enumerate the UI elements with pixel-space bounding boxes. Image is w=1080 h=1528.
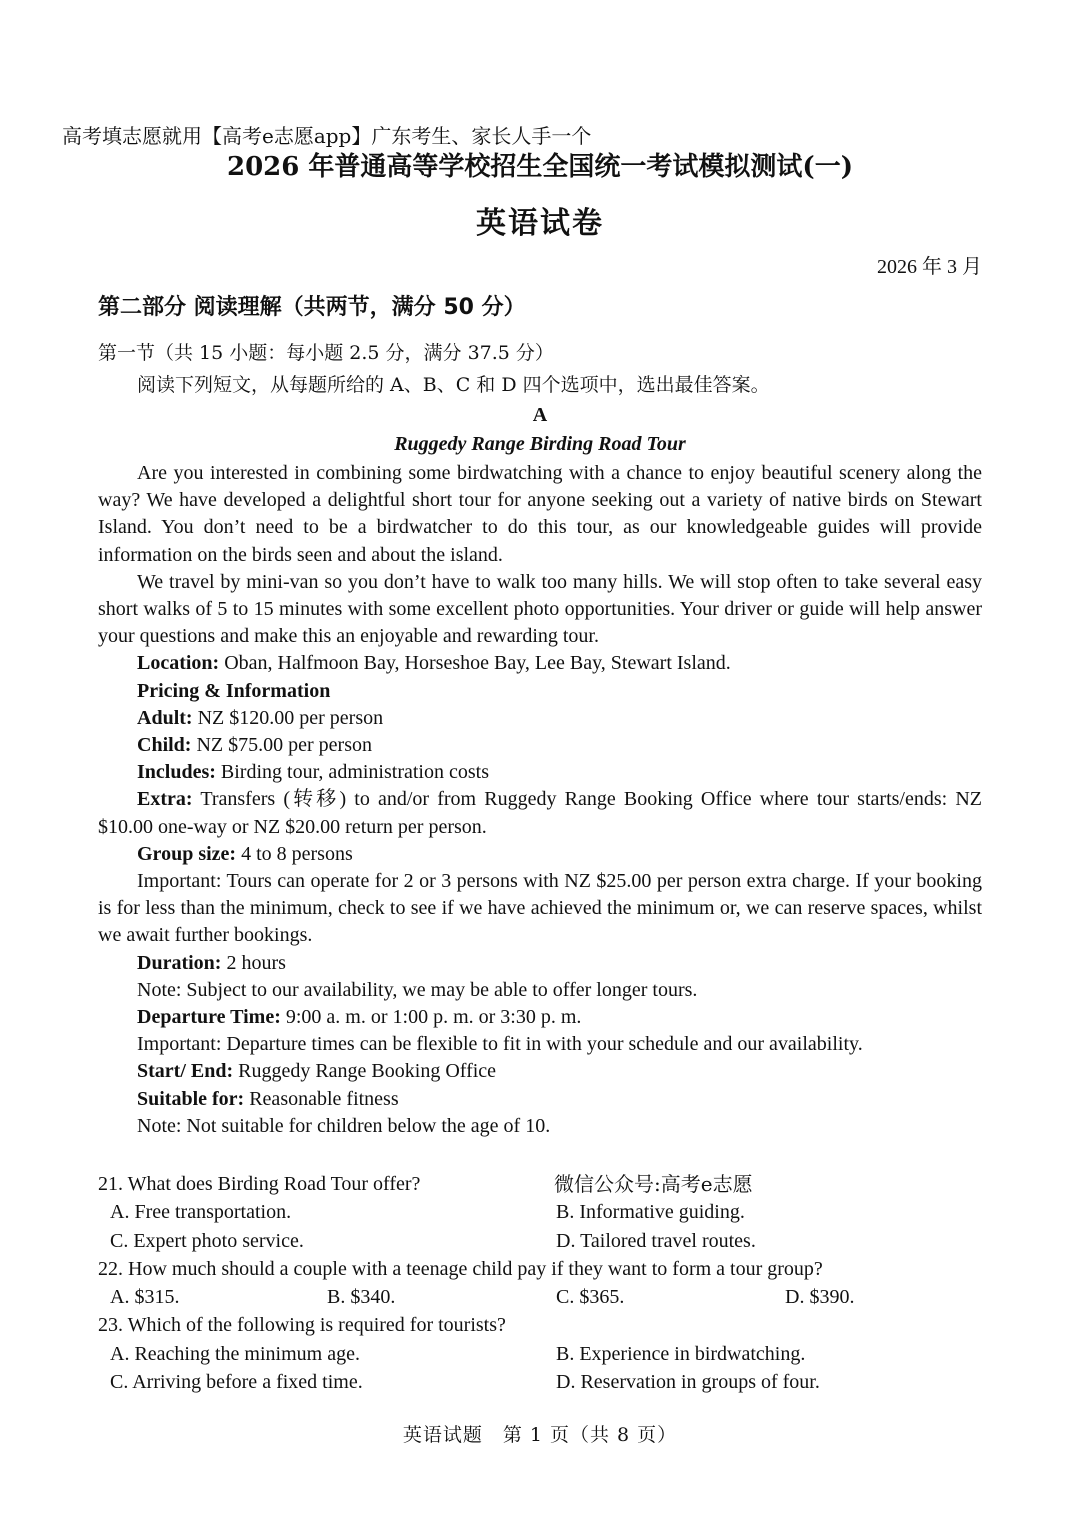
question-21-options-row-1 — [98, 1198, 982, 1226]
page-footer: 英语试题 第 1 页（共 8 页） — [402, 1424, 678, 1446]
location-value: Oban, Halfmoon Bay, Horseshoe Bay, Lee Bay, Stewart Island. — [219, 652, 731, 675]
instruction-text: 阅读下列短文，从每题所给的 A、B、C 和 D 四个选项中，选出最佳答案。 — [137, 374, 770, 396]
start-end-value: Ruggedy Range Booking Office — [233, 1060, 497, 1083]
question-22 — [98, 1255, 982, 1283]
departure-label: Departure Time: — [137, 1006, 281, 1029]
includes-value: Birding tour, administration costs — [215, 761, 489, 784]
duration-value: 2 hours — [221, 951, 286, 974]
pricing-heading-text: Pricing & Information — [137, 679, 331, 702]
includes-line — [98, 759, 982, 786]
part-heading: 第二部分 阅读理解（共两节，满分 50 分） — [98, 295, 526, 320]
option-a[interactable]: A. Reaching the minimum age. — [110, 1342, 360, 1365]
suitable-label: Suitable for: — [137, 1087, 245, 1110]
option-a[interactable]: A. $315. — [110, 1286, 180, 1309]
important-note-1: Important: Tours can operate for 2 or 3 persons with NZ $25.00 per person extra charge. If your booking is for less than the minimum, check to see if we have achieved the minimum or, we can reserve spaces, whilst we await further bookings. — [98, 870, 982, 947]
watermark-text: 高考填志愿就用【高考e志愿app】广东考生、家长人手一个 — [62, 124, 592, 148]
question-stem: 21. What does Birding Road Tour offer? — [98, 1173, 421, 1195]
question-23-options-row-2 — [98, 1368, 982, 1396]
section-heading: 第一节（共 15 小题：每小题 2.5 分，满分 37.5 分） — [98, 342, 554, 364]
wechat-watermark: 微信公众号:高考e志愿 — [554, 1172, 753, 1196]
passage-title: Ruggedy Range Birding Road Tour — [394, 433, 686, 455]
option-d[interactable]: D. Tailored travel routes. — [556, 1229, 756, 1252]
question-23 — [98, 1311, 982, 1339]
extra-line — [98, 786, 982, 840]
adult-label: Adult: — [137, 706, 193, 729]
option-b[interactable]: B. Informative guiding. — [556, 1201, 745, 1224]
group-size-label: Group size: — [137, 842, 237, 865]
option-b[interactable]: B. Experience in birdwatching. — [556, 1342, 806, 1365]
suitable-line — [98, 1086, 982, 1113]
important-note-2: Important: Departure times can be flexible to fit in with your schedule and our availability. — [137, 1033, 863, 1056]
extra-value: Transfers (转移) to and/or from Ruggedy Range Booking Office where tour starts/ends: NZ $10.00 one-way or NZ $20.00 return per person. — [98, 788, 982, 838]
note-2: Note: Not suitable for children below the age of 10. — [137, 1114, 551, 1137]
question-21 — [98, 1170, 982, 1198]
start-end-line — [98, 1058, 982, 1085]
passage-paragraph-1: Are you interested in combining some birdwatching with a chance to enjoy beautiful scenery along the way? We have developed a delightful short tour for anyone seeking out a variety of native birds on Stewart Island. You don’t need to be a birdwatcher to do this tour, as our knowledgeable guides will provide information on the birds seen and about the island. — [98, 462, 982, 566]
option-d[interactable]: D. $390. — [785, 1286, 855, 1309]
location-label: Location: — [137, 652, 220, 675]
suitable-value: Reasonable fitness — [244, 1087, 399, 1110]
question-21-options-row-2 — [98, 1227, 982, 1255]
exam-title: 2026 年普通高等学校招生全国统一考试模拟测试(一) — [226, 152, 854, 182]
option-b[interactable]: B. $340. — [327, 1286, 396, 1309]
start-end-label: Start/ End: — [137, 1060, 234, 1083]
question-stem: 22. How much should a couple with a teenage child pay if they want to form a tour group? — [98, 1257, 823, 1280]
question-23-options-row-1 — [98, 1340, 982, 1368]
duration-line — [98, 950, 982, 977]
question-stem: 23. Which of the following is required for tourists? — [98, 1314, 506, 1337]
child-label: Child: — [137, 734, 192, 757]
pricing-heading — [98, 678, 982, 705]
duration-label: Duration: — [137, 951, 222, 974]
adult-price-line — [98, 705, 982, 732]
extra-label: Extra: — [137, 788, 193, 811]
includes-label: Includes: — [137, 761, 216, 784]
child-value: NZ $75.00 per person — [191, 734, 372, 757]
passage-body — [98, 460, 982, 1140]
adult-value: NZ $120.00 per person — [192, 706, 384, 729]
child-price-line — [98, 732, 982, 759]
group-size-value: 4 to 8 persons — [236, 842, 353, 865]
option-c[interactable]: C. Arriving before a fixed time. — [110, 1371, 363, 1394]
note-1: Note: Subject to our availability, we may be able to offer longer tours. — [137, 978, 698, 1001]
option-a[interactable]: A. Free transportation. — [110, 1201, 292, 1224]
location-line — [98, 650, 982, 677]
exam-date: 2026 年 3 月 — [877, 256, 982, 278]
subject-title: 英语试卷 — [476, 206, 604, 241]
option-c[interactable]: C. $365. — [556, 1286, 625, 1309]
question-22-options — [98, 1283, 982, 1311]
option-d[interactable]: D. Reservation in groups of four. — [556, 1371, 820, 1394]
option-c[interactable]: C. Expert photo service. — [110, 1229, 304, 1252]
passage-letter: A — [532, 404, 548, 426]
group-size-line — [98, 841, 982, 868]
departure-value: 9:00 a. m. or 1:00 p. m. or 3:30 p. m. — [280, 1006, 582, 1029]
passage-paragraph-2: We travel by mini-van so you don’t have to walk too many hills. We will stop often to take several easy short walks of 5 to 15 minutes with some excellent photo opportunities. Your driver or guide will help answer your questions and make this an enjoyable and rewarding tour. — [98, 570, 982, 648]
departure-line — [98, 1004, 982, 1031]
question-list — [98, 1170, 982, 1396]
